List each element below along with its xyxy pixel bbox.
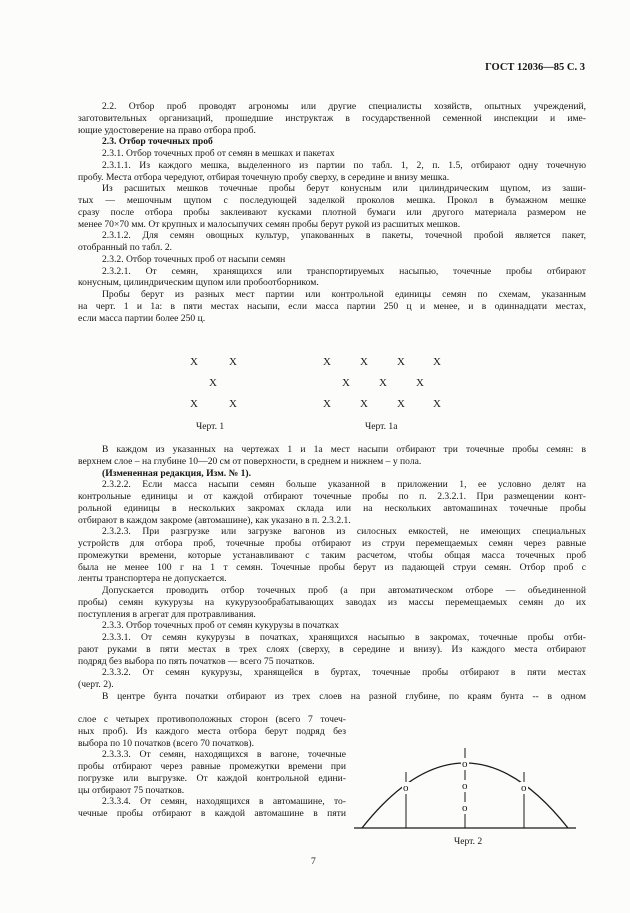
text-line: 2.3.2.1. От семян, хранящихся или транспортируемых насыпью, точечные пробы отбирают	[102, 265, 586, 277]
sampling-point: X	[342, 377, 350, 389]
sampling-point: o	[403, 782, 409, 794]
sampling-point: o	[462, 802, 468, 814]
text-line: чечные пробы отбирают в каждой автомашине в пяти	[78, 808, 346, 819]
page-number: 7	[311, 856, 316, 867]
text-line: отобранный по табл. 2.	[78, 242, 173, 253]
text-line: если масса партии более 250 ц.	[78, 312, 206, 324]
text-line: ленты транспортера не допускается.	[78, 573, 227, 585]
text-line: подряд без выбора по пять початков — всего 75 початков.	[78, 655, 315, 667]
text-line: контрольные единицы и от каждой отбирают точечные пробы по п. 2.3.2.1. При размещении конт-	[78, 491, 586, 502]
text-line: 2.3.3. Отбор точечных проб от семян кукурузы в початках	[102, 620, 339, 632]
sampling-point: X	[360, 398, 368, 410]
sampling-point: X	[433, 398, 441, 410]
sampling-point: X	[323, 356, 331, 368]
sampling-point: o	[462, 758, 468, 770]
text-block-2	[78, 444, 586, 703]
text-line: конусным, цилиндрическим щупом или пробоотборником.	[78, 277, 319, 289]
text-line: промежутки времени, которые устанавливают с таким расчетом, чтобы общая масса точечных проб	[78, 549, 586, 561]
sampling-point: X	[190, 356, 198, 368]
figure-1a-caption: Черт. 1а	[365, 421, 398, 432]
text-line: выбора по 10 початков (всего 70 початков).	[78, 737, 255, 749]
text-line: ющие удостоверение на право отбора проб.	[78, 124, 256, 136]
text-line: тых — мешочным щупом с последующей заделкой проколов мешка. Прокол в бумажном мешке	[78, 195, 586, 206]
text-line: верхнем слое – на глубине 10—20 см от поверхности, в среднем и нижнем – у пола.	[78, 455, 422, 467]
text-line: 2.3.2. Отбор точечных проб от насыпи семян	[102, 253, 286, 265]
text-line: поступления в агрегат для протравливания.	[78, 608, 256, 620]
text-line: 2.3.1.2. Для семян овощных культур, упакованных в пакеты, точечной пробой является пакет,	[102, 230, 586, 242]
text-line: пробы) семян кукурузы на кукурузообрабатывающих заводах из массы перемещаемых семян до их	[78, 596, 586, 608]
text-block-1	[78, 101, 586, 324]
sampling-point: X	[229, 398, 237, 410]
text-line: слое с четырех противоположных сторон (всего 7 точеч-	[78, 714, 346, 725]
text-line: 2.2. Отбор проб проводят агрономы или другие специалисты хозяйств, опытных учреждений,	[102, 101, 586, 112]
text-line: 2.3.2.3. При разгрузке или загрузке вагонов из силосных емкостей, не имеющих специальных	[102, 526, 586, 538]
sampling-point: X	[416, 377, 424, 389]
sampling-point: X	[433, 356, 441, 368]
text-line: 2.3.1.1. Из каждого мешка, выделенного из партии по табл. 1, 2, п. 1.5, отбирают одну точечную	[102, 159, 586, 171]
text-line: пробу. Места отбора чередуют, отбирая точечную пробу сверху, в середине и внизу мешка.	[78, 171, 450, 183]
text-line: заготовительных организаций, прошедшие инструктаж в государственной семенной инспекции и име-	[78, 112, 586, 124]
text-line: отбирают в каждом закроме (автомашине), как указано в п. 2.3.2.1.	[78, 514, 351, 526]
text-line: была не менее 100 г на 1 т семян. Точечные пробы берут из падающей струи семян. Отбор проб с	[78, 561, 586, 573]
text-line: 2.3. Отбор точечных проб	[102, 136, 213, 148]
text-line: 2.3.1. Отбор точечных проб от семян в мешках и пакетах	[102, 148, 335, 159]
text-line: менее 70×70 мм. От крупных и малосыпучих семян пробы берут рукой из расшитых мешков.	[78, 218, 461, 230]
sampling-point: X	[397, 398, 405, 410]
text-line: (черт. 2).	[78, 679, 114, 690]
sampling-point: X	[229, 356, 237, 368]
sampling-point: X	[397, 356, 405, 368]
figure-1-caption: Черт. 1	[196, 421, 225, 432]
text-line: пробы отбирают через равные промежутки времени при	[78, 761, 346, 772]
text-line: 2.3.3.1. От семян кукурузы в початках, хранящихся насыпью в закромах, точечные пробы отби-	[102, 632, 586, 643]
sampling-point: o	[462, 780, 468, 792]
text-block-3	[78, 714, 346, 820]
text-line: Из расшитых мешков точечные пробы берут конусным или цилиндрическим щупом, из заши-	[102, 183, 586, 195]
sampling-point: X	[190, 398, 198, 410]
text-line: рольной единицы в нескольких закромах склада или на нескольких автомашинах точечные пробы	[78, 502, 586, 514]
text-line: ных проб). Из каждого места отбора берут подряд без	[78, 725, 346, 737]
text-line: рают руками в пяти местах в трех слоях (сверху, в середине и внизу). Из каждого места отбирают	[78, 643, 586, 655]
text-line: устройств для отбора проб, точечные пробы отбирают из струи перемещаемых семян через равные	[78, 538, 586, 549]
text-line: Пробы берут из разных мест партии или контрольной единицы семян по схемам, указанным	[102, 289, 586, 300]
text-line: цы отбирают 75 початков.	[78, 784, 185, 796]
sampling-point: o	[521, 782, 527, 794]
sampling-point: X	[360, 356, 368, 368]
text-line: сразу после отбора пробы заклеивают кусками плотной бумаги или другого материала размером не	[78, 206, 586, 218]
page-header: ГОСТ 12036—85 С. 3	[485, 62, 585, 73]
text-line: 2.3.3.3. От семян, находящихся в вагоне, точечные	[102, 749, 346, 761]
text-line: Допускается проводить отбор точечных проб (а при автоматическом отборе — объединенной	[102, 585, 586, 596]
sampling-point: X	[209, 377, 217, 389]
text-line: на черт. 1 и 1а: в пяти местах насыпи, если масса партии 250 ц и менее, и в одиннадцати местах,	[78, 300, 586, 312]
text-line: В каждом из указанных на чертежах 1 и 1а мест насыпи отбирают три точечные пробы семян: в	[102, 444, 586, 455]
text-line: 2.3.3.2. От семян кукурузы, хранящейся в буртах, точечные пробы отбирают в пяти местах	[102, 667, 586, 679]
text-line: 2.3.3.4. От семян, находящихся в автомашине, то-	[102, 796, 346, 808]
text-line: В центре бунта початки отбирают из трех слоев на разной глубине, по краям бунта -- в одном	[102, 690, 586, 702]
text-line: 2.3.2.2. Если масса насыпи семян больше указанной в приложении 1, ее условно делят на	[102, 479, 586, 491]
figure-2-caption: Черт. 2	[454, 836, 483, 847]
text-line: погрузке или выгрузке. От каждой контрольной едини-	[78, 772, 346, 784]
text-line: (Измененная редакция, Изм. № 1).	[102, 467, 252, 479]
sampling-point: X	[379, 377, 387, 389]
sampling-point: X	[323, 398, 331, 410]
